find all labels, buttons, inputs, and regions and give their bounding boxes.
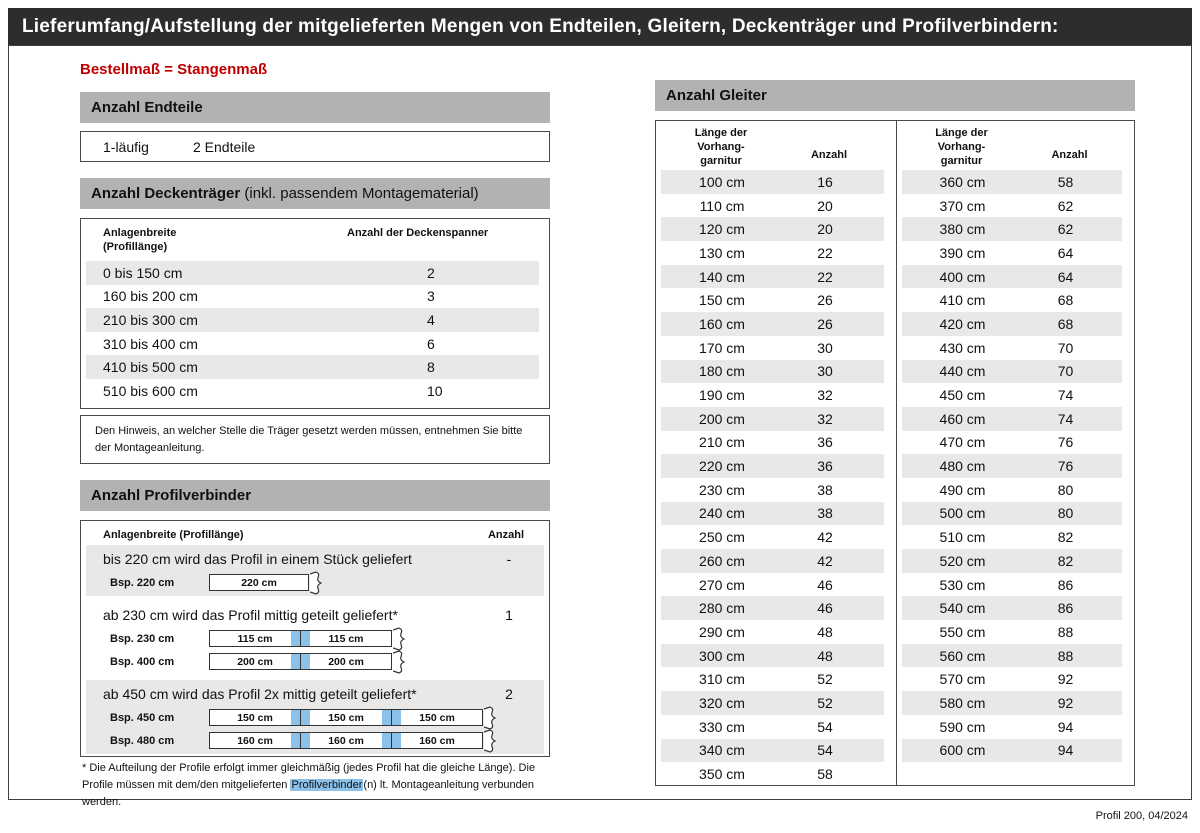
table-cell: 500 cm xyxy=(939,505,986,522)
table-cell: 0 bis 150 cm xyxy=(103,264,183,281)
section-title: Anzahl Deckenträger xyxy=(91,185,241,202)
table-cell: 280 cm xyxy=(699,600,745,617)
table-cell: 86 xyxy=(1057,600,1074,617)
profile-example-row xyxy=(86,706,544,729)
footnote-text: * Die Aufteilung der Profile erfolgt immer gleichmäßig (jedes Profil hat die gleiche Länge). Die Profile müssen mit dem/den mitgelieferten xyxy=(82,762,536,792)
profile-diagram xyxy=(209,706,499,730)
table-row xyxy=(902,194,1123,218)
section-header-profilverbinder xyxy=(80,480,550,511)
table-cell: 62 xyxy=(1057,197,1074,214)
column-header-length xyxy=(656,127,786,170)
segment-length: 115 cm xyxy=(328,632,364,645)
table-row xyxy=(661,739,884,763)
rule-count: 2 xyxy=(505,686,513,702)
table-row xyxy=(902,691,1123,715)
segment-length: 115 cm xyxy=(237,632,273,645)
table-cell: 580 cm xyxy=(939,694,986,711)
section-title: Anzahl Profilverbinder xyxy=(91,487,252,504)
profile-segment xyxy=(209,653,301,670)
connector-icon xyxy=(301,654,310,669)
profilverbinder-group xyxy=(86,601,544,675)
table-row xyxy=(661,336,884,360)
header-line: (Profillänge) xyxy=(103,241,168,254)
table-row xyxy=(902,502,1123,526)
table-cell: 8 xyxy=(427,359,435,376)
deckentraeger-table xyxy=(80,218,550,409)
table-row xyxy=(661,265,884,289)
montage-note-text: Den Hinweis, an welcher Stelle die Träger gesetzt werden müssen, entnehmen Sie bitte der Montageanleitung. xyxy=(95,425,523,455)
header-line: Vorhang- xyxy=(697,140,745,153)
table-row xyxy=(661,383,884,407)
table-row xyxy=(661,288,884,312)
table-cell: 74 xyxy=(1057,387,1074,404)
example-label: Bsp. 220 cm xyxy=(110,576,175,589)
rule-text: ab 450 cm wird das Profil 2x mittig geteilt geliefert* xyxy=(103,686,417,702)
table-cell: 38 xyxy=(817,505,833,522)
table-row xyxy=(902,217,1123,241)
table-cell: 160 bis 200 cm xyxy=(103,288,198,305)
table-cell: 320 cm xyxy=(699,694,745,711)
segment-length: 200 cm xyxy=(328,655,364,668)
table-row xyxy=(902,431,1123,455)
table-cell: 76 xyxy=(1057,434,1074,451)
table-cell: 94 xyxy=(1057,718,1074,735)
segment-length: 160 cm xyxy=(328,734,364,747)
segment-length: 150 cm xyxy=(419,711,455,724)
profile-segment xyxy=(300,630,392,647)
table-cell: 150 cm xyxy=(699,292,745,309)
footnote-highlight: Profilverbinder xyxy=(291,779,363,792)
table-cell: 370 cm xyxy=(939,197,986,214)
rule-count: - xyxy=(506,551,512,567)
table-row xyxy=(661,431,884,455)
profilverbinder-footnote xyxy=(82,760,552,811)
table-cell: 58 xyxy=(1057,173,1074,190)
table-row xyxy=(902,644,1123,668)
table-cell: 54 xyxy=(817,742,833,759)
example-label: Bsp. 230 cm xyxy=(110,632,175,645)
table-cell: 290 cm xyxy=(699,623,745,640)
table-cell: 570 cm xyxy=(939,671,986,688)
example-label: Bsp. 400 cm xyxy=(110,655,175,668)
table-row xyxy=(661,549,884,573)
table-row xyxy=(902,360,1123,384)
table-cell: 32 xyxy=(817,410,833,427)
table-row xyxy=(902,407,1123,431)
table-cell: 64 xyxy=(1057,268,1074,285)
profile-segment xyxy=(209,630,301,647)
deckentraeger-rows xyxy=(81,261,549,403)
table-cell: 560 cm xyxy=(939,647,986,664)
table-cell: 20 xyxy=(817,221,833,238)
table-cell: 260 cm xyxy=(699,552,745,569)
column-header-anzahl: Anzahl xyxy=(810,149,848,162)
table-cell: 80 xyxy=(1057,481,1074,498)
table-cell: 540 cm xyxy=(939,600,986,617)
gleiter-table xyxy=(655,120,1135,786)
footnote-text: (n) lt. Montageanleitung verbunden werden. xyxy=(82,779,535,809)
profilverbinder-table xyxy=(80,520,550,757)
table-cell: 410 bis 500 cm xyxy=(103,359,198,376)
table-cell: 52 xyxy=(817,694,833,711)
table-cell: 170 cm xyxy=(699,339,745,356)
table-row xyxy=(661,478,884,502)
table-cell: 250 cm xyxy=(699,529,745,546)
profile-cut-icon xyxy=(484,706,499,730)
table-cell: 530 cm xyxy=(939,576,986,593)
section-header-endteile xyxy=(80,92,550,123)
profile-segment xyxy=(300,709,392,726)
connector-icon xyxy=(301,631,310,646)
profilverbinder-group xyxy=(86,680,544,754)
profile-cut-icon xyxy=(393,627,408,651)
gleiter-table-right xyxy=(896,121,1135,785)
table-row xyxy=(902,454,1123,478)
table-row xyxy=(661,217,884,241)
table-cell: 74 xyxy=(1057,410,1074,427)
table-cell: 200 cm xyxy=(699,410,745,427)
table-cell: 520 cm xyxy=(939,552,986,569)
connector-icon xyxy=(291,733,300,748)
table-cell: 230 cm xyxy=(699,481,745,498)
table-cell: 180 cm xyxy=(699,363,745,380)
table-cell: 340 cm xyxy=(699,742,745,759)
segment-length: 220 cm xyxy=(241,576,277,589)
header-line: Länge der xyxy=(694,127,748,139)
table-cell: 100 cm xyxy=(699,173,745,190)
connector-icon xyxy=(291,654,300,669)
profilverbinder-rule-row xyxy=(86,547,544,571)
profile-segment xyxy=(209,709,301,726)
table-cell: 330 cm xyxy=(699,718,745,735)
table-row xyxy=(902,596,1123,620)
table-cell: 480 cm xyxy=(939,458,986,475)
table-header-row xyxy=(897,121,1135,170)
table-cell: 42 xyxy=(817,529,833,546)
table-row xyxy=(661,454,884,478)
column-header-anlagenbreite xyxy=(81,226,347,261)
header-line: Länge der xyxy=(935,127,988,139)
profilverbinder-body xyxy=(81,545,549,754)
order-size-note: Bestellmaß = Stangenmaß xyxy=(80,61,268,78)
section-title: Anzahl Gleiter xyxy=(666,87,767,104)
profile-example-row xyxy=(86,650,544,673)
table-cell: 190 cm xyxy=(699,387,745,404)
table-row xyxy=(902,525,1123,549)
table-row xyxy=(902,573,1123,597)
montage-note-box xyxy=(80,415,550,464)
table-cell: 68 xyxy=(1057,292,1074,309)
profile-segment xyxy=(300,653,392,670)
table-row xyxy=(661,596,884,620)
table-row xyxy=(661,691,884,715)
table-row xyxy=(902,667,1123,691)
segment-length: 150 cm xyxy=(237,711,273,724)
table-cell: 64 xyxy=(1057,244,1074,261)
table-cell: 380 cm xyxy=(939,221,986,238)
table-cell: 54 xyxy=(817,718,833,735)
segment-length: 160 cm xyxy=(419,734,455,747)
table-row xyxy=(661,407,884,431)
table-cell: 590 cm xyxy=(939,718,986,735)
table-cell: 88 xyxy=(1057,623,1074,640)
column-header-anzahl: Anzahl xyxy=(487,529,524,541)
table-cell: 2 xyxy=(427,264,435,281)
table-cell: 3 xyxy=(427,288,435,305)
profilverbinder-rule-row xyxy=(86,682,544,706)
rule-text: bis 220 cm wird das Profil in einem Stück geliefert xyxy=(103,551,412,567)
table-cell: 420 cm xyxy=(939,315,986,332)
table-cell: 20 xyxy=(817,197,833,214)
table-cell: 88 xyxy=(1057,647,1074,664)
table-row xyxy=(902,549,1123,573)
section-title: Anzahl Endteile xyxy=(91,99,203,116)
table-row xyxy=(86,355,539,379)
profile-example-row xyxy=(86,571,544,594)
table-row xyxy=(661,525,884,549)
example-label: Bsp. 450 cm xyxy=(110,711,175,724)
endteile-variant: 1-läufig xyxy=(103,138,149,155)
rule-text: ab 230 cm wird das Profil mittig geteilt geliefert* xyxy=(103,607,398,623)
connector-icon xyxy=(301,710,310,725)
connector-icon xyxy=(392,733,401,748)
table-cell: 70 xyxy=(1057,363,1074,380)
table-cell: 26 xyxy=(817,292,833,309)
table-row xyxy=(86,379,539,403)
table-cell: 430 cm xyxy=(939,339,986,356)
segment-length: 150 cm xyxy=(328,711,364,724)
table-cell: 82 xyxy=(1057,529,1074,546)
table-row xyxy=(86,285,539,309)
table-cell: 220 cm xyxy=(699,458,745,475)
table-cell: 86 xyxy=(1057,576,1074,593)
profile-segment xyxy=(300,732,392,749)
table-row xyxy=(902,620,1123,644)
connector-icon xyxy=(291,710,300,725)
table-cell: 490 cm xyxy=(939,481,986,498)
table-cell: 16 xyxy=(817,173,833,190)
profile-segment xyxy=(209,732,301,749)
segment-length: 200 cm xyxy=(237,655,273,668)
table-cell: 10 xyxy=(427,382,443,399)
header-line: garnitur xyxy=(700,154,742,167)
table-cell: 76 xyxy=(1057,458,1074,475)
table-cell: 22 xyxy=(817,244,833,261)
header-line: garnitur xyxy=(940,154,983,167)
section-header-deckentraeger xyxy=(80,178,550,209)
table-cell: 82 xyxy=(1057,552,1074,569)
table-cell: 36 xyxy=(817,458,833,475)
table-cell: 26 xyxy=(817,315,833,332)
table-cell: 42 xyxy=(817,552,833,569)
rule-count: 1 xyxy=(505,607,513,623)
table-row xyxy=(86,332,539,356)
table-cell: 4 xyxy=(427,311,435,328)
gleiter-right-rows xyxy=(897,170,1135,762)
table-row xyxy=(902,265,1123,289)
table-header-row xyxy=(656,121,896,170)
column-header-anzahl: Anzahl xyxy=(1051,149,1088,162)
connector-icon xyxy=(392,710,401,725)
table-cell: 440 cm xyxy=(939,363,986,380)
table-row xyxy=(661,502,884,526)
profile-segment xyxy=(391,732,483,749)
table-header-row xyxy=(81,219,549,261)
page-title-bar xyxy=(8,8,1192,45)
table-cell: 550 cm xyxy=(939,623,986,640)
table-row xyxy=(902,312,1123,336)
table-row xyxy=(86,308,539,332)
table-row xyxy=(902,383,1123,407)
table-cell: 30 xyxy=(817,339,833,356)
profile-diagram xyxy=(209,627,408,651)
table-cell: 450 cm xyxy=(939,387,986,404)
table-row xyxy=(661,762,884,786)
table-cell: 70 xyxy=(1057,339,1074,356)
table-cell: 6 xyxy=(427,335,435,352)
column-header-length xyxy=(897,127,1027,170)
table-cell: 390 cm xyxy=(939,244,986,261)
table-row xyxy=(661,170,884,194)
table-row xyxy=(661,573,884,597)
gleiter-left-rows xyxy=(656,170,896,786)
table-cell: 210 cm xyxy=(699,434,745,451)
table-cell: 32 xyxy=(817,387,833,404)
page-title: Lieferumfang/Aufstellung der mitgelieferten Mengen von Endteilen, Gleitern, Deckenträger und Profilverbindern: xyxy=(22,15,1059,37)
section-header-gleiter xyxy=(655,80,1135,111)
connector-icon xyxy=(291,631,300,646)
table-cell: 160 cm xyxy=(699,315,745,332)
table-row xyxy=(902,288,1123,312)
table-cell: 52 xyxy=(817,671,833,688)
table-cell: 470 cm xyxy=(939,434,986,451)
table-cell: 240 cm xyxy=(699,505,745,522)
header-line: Anlagenbreite xyxy=(103,227,177,239)
content-frame xyxy=(8,45,1192,809)
table-row xyxy=(661,241,884,265)
table-cell: 46 xyxy=(817,576,833,593)
connector-icon xyxy=(382,710,391,725)
table-cell: 48 xyxy=(817,623,833,640)
table-cell: 410 cm xyxy=(939,292,986,309)
table-header-row xyxy=(81,521,549,545)
profile-segment xyxy=(209,574,309,591)
table-cell: 210 bis 300 cm xyxy=(103,311,198,328)
profile-diagram xyxy=(209,571,325,595)
table-row xyxy=(902,336,1123,360)
profile-diagram xyxy=(209,729,499,753)
table-cell: 460 cm xyxy=(939,410,986,427)
table-cell: 92 xyxy=(1057,671,1074,688)
table-cell: 270 cm xyxy=(699,576,745,593)
table-row xyxy=(902,170,1123,194)
header-line: Vorhang- xyxy=(937,140,986,153)
table-cell: 68 xyxy=(1057,315,1074,332)
table-row xyxy=(902,241,1123,265)
document-version: Profil 200, 04/2024 xyxy=(1095,810,1188,822)
connector-icon xyxy=(382,733,391,748)
column-header-anzahl-deckenspanner: Anzahl der Deckenspanner xyxy=(347,227,489,239)
gleiter-table-left xyxy=(656,121,896,785)
column-header-anlagenbreite: Anlagenbreite (Profillänge) xyxy=(103,529,244,541)
table-cell: 300 cm xyxy=(699,647,745,664)
profile-cut-icon xyxy=(310,571,325,595)
profile-diagram xyxy=(209,650,408,674)
table-row xyxy=(902,715,1123,739)
table-row xyxy=(902,739,1123,763)
table-cell: 310 bis 400 cm xyxy=(103,335,198,352)
table-cell: 30 xyxy=(817,363,833,380)
table-row xyxy=(661,620,884,644)
table-cell: 80 xyxy=(1057,505,1074,522)
table-cell: 140 cm xyxy=(699,268,745,285)
table-row xyxy=(661,715,884,739)
table-cell: 58 xyxy=(817,766,833,783)
table-cell: 38 xyxy=(817,481,833,498)
table-cell: 94 xyxy=(1057,742,1074,759)
profile-segment xyxy=(391,709,483,726)
table-cell: 310 cm xyxy=(699,671,745,688)
table-cell: 22 xyxy=(817,268,833,285)
table-row xyxy=(661,644,884,668)
table-row xyxy=(661,312,884,336)
table-cell: 510 cm xyxy=(939,529,986,546)
segment-length: 160 cm xyxy=(237,734,273,747)
profile-cut-icon xyxy=(484,729,499,753)
endteile-table xyxy=(80,131,550,162)
table-cell: 110 cm xyxy=(699,197,745,214)
profilverbinder-group xyxy=(86,545,544,596)
endteile-count: 2 Endteile xyxy=(193,138,256,155)
profile-example-row xyxy=(86,729,544,752)
table-row xyxy=(661,194,884,218)
table-cell: 36 xyxy=(817,434,833,451)
profile-cut-icon xyxy=(393,650,408,674)
table-cell: 92 xyxy=(1057,694,1074,711)
table-cell: 48 xyxy=(817,647,833,664)
table-cell: 46 xyxy=(817,600,833,617)
table-row xyxy=(902,478,1123,502)
example-label: Bsp. 480 cm xyxy=(110,734,175,747)
table-cell: 400 cm xyxy=(939,268,986,285)
section-title-suffix: (inkl. passendem Montagematerial) xyxy=(240,185,479,202)
table-row xyxy=(661,667,884,691)
table-cell: 120 cm xyxy=(699,221,745,238)
table-row xyxy=(661,360,884,384)
profilverbinder-rule-row xyxy=(86,603,544,627)
connector-icon xyxy=(301,733,310,748)
table-cell: 600 cm xyxy=(939,742,986,759)
table-cell: 360 cm xyxy=(939,173,986,190)
table-cell: 130 cm xyxy=(699,244,745,261)
table-row xyxy=(86,261,539,285)
table-cell: 510 bis 600 cm xyxy=(103,382,198,399)
table-cell: 350 cm xyxy=(699,766,745,783)
table-cell: 62 xyxy=(1057,221,1074,238)
profile-example-row xyxy=(86,627,544,650)
